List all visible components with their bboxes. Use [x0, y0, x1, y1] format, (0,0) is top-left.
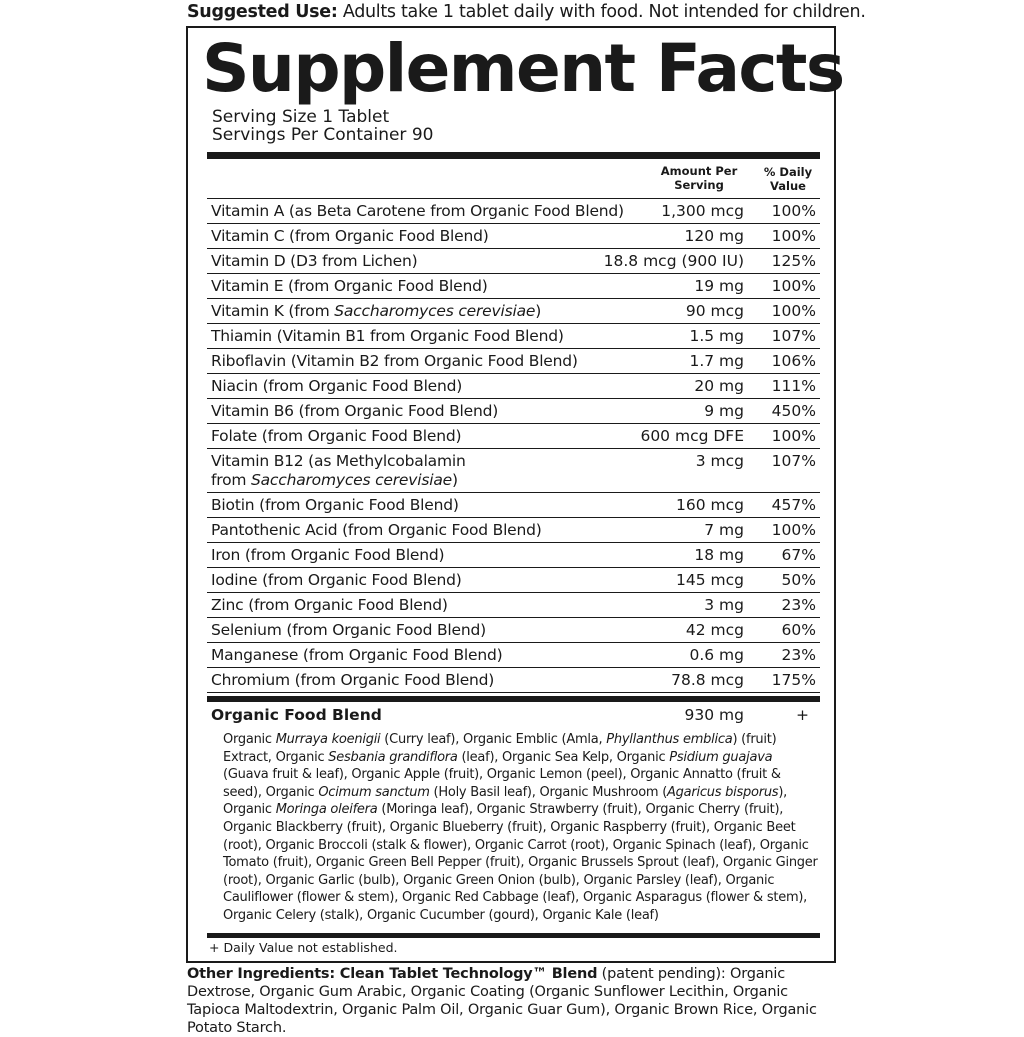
nutrient-amount: 42 mcg: [685, 621, 744, 639]
nutrient-row: [207, 543, 820, 568]
nutrient-name: Chromium (from Organic Food Blend): [211, 671, 495, 689]
blend-divider: [207, 696, 820, 702]
nutrient-row: [207, 668, 820, 693]
nutrient-dv: 23%: [781, 596, 816, 614]
nutrient-name: Folate (from Organic Food Blend): [211, 427, 462, 445]
nutrient-dv: 107%: [771, 452, 816, 470]
nutrient-row: [207, 568, 820, 593]
nutrient-name: Manganese (from Organic Food Blend): [211, 646, 503, 664]
nutrient-row: [207, 274, 820, 299]
dv-note: + Daily Value not established.: [209, 940, 398, 955]
nutrient-name: Vitamin K (from Saccharomyces cerevisiae): [211, 302, 542, 320]
nutrient-row: [207, 199, 820, 224]
supplement-facts-panel: [186, 26, 844, 963]
nutrient-row: [207, 643, 820, 668]
nutrient-row: [207, 449, 820, 493]
nutrient-row: [207, 593, 820, 618]
panel-title: Supplement Facts: [202, 30, 844, 107]
other-ingredients-label: Other Ingredients: Clean Tablet Technology™ Blend: [187, 966, 598, 982]
nutrient-dv: 175%: [771, 671, 816, 689]
column-header: [207, 164, 820, 199]
nutrient-amount: 9 mg: [704, 402, 744, 420]
blend-ingredients: Organic Murraya koenigii (Curry leaf), Organic Emblic (Amla, Phyllanthus emblica) (fruit) Extract, Organic Sesbania grandiflora (leaf), Organic Sea Kelp, Organic Psidium guajava (Guava fruit & leaf), Organic Apple (fruit), Organic Lemon (peel), Organic Annatto (fruit & seed), Organic Ocimum sanctum (Holy Basil leaf), Organic Mushroom (Agaricus bisporus), Organic Moringa oleifera (Moringa leaf), Organic Strawberry (fruit), Organic Cherry (fruit), Organic Blackberry (fruit), Organic Blueberry (fruit), Organic Raspberry (fruit), Organic Beet (root), Organic Broccoli (stalk & flower), Organic Carrot (root), Organic Spinach (leaf), Organic Tomato (fruit), Organic Green Bell Pepper (fruit), Organic Brussels Sprout (leaf), Organic Ginger (root), Organic Garlic (bulb), Organic Green Onion (bulb), Organic Parsley (leaf), Organic Cauliflower (flower & stem), Organic Red Cabbage (leaf), Organic Asparagus (flower & stem), Organic Celery (stalk), Organic Cucumber (gourd), Organic Kale (leaf): [223, 732, 818, 923]
nutrient-row: [207, 518, 820, 543]
nutrient-amount: 90 mcg: [685, 302, 744, 320]
nutrient-name-line2: from Saccharomyces cerevisiae): [211, 471, 458, 489]
nutrient-dv: 100%: [771, 227, 816, 245]
bottom-divider: [207, 933, 820, 938]
nutrient-dv: 100%: [771, 277, 816, 295]
nutrient-amount: 145 mcg: [676, 571, 744, 589]
nutrient-name: Pantothenic Acid (from Organic Food Blend): [211, 521, 542, 539]
nutrient-row: [207, 249, 820, 274]
nutrient-row: [207, 399, 820, 424]
nutrient-row: [207, 299, 820, 324]
nutrient-name: Zinc (from Organic Food Blend): [211, 596, 448, 614]
nutrient-dv: 450%: [771, 402, 816, 420]
col-dv-header: % Daily Value: [763, 165, 813, 193]
nutrient-amount: 160 mcg: [676, 496, 744, 514]
blend-dv: +: [796, 706, 809, 724]
serving-size: Serving Size 1 Tablet: [212, 107, 390, 127]
nutrient-dv: 67%: [781, 546, 816, 564]
blend-name: Organic Food Blend: [211, 706, 382, 724]
nutrient-name-line1: Vitamin B12 (as Methylcobalamin: [211, 452, 466, 470]
nutrient-name: Vitamin B6 (from Organic Food Blend): [211, 402, 499, 420]
nutrient-name: Vitamin D (D3 from Lichen): [211, 252, 418, 270]
col-amount-header: Amount Per Serving: [660, 164, 738, 192]
nutrient-dv: 100%: [771, 202, 816, 220]
suggested-use: [187, 1, 866, 23]
blend-amount: 930 mg: [684, 706, 744, 724]
nutrient-amount: 18 mg: [694, 546, 744, 564]
nutrient-dv: 106%: [771, 352, 816, 370]
nutrient-row: [207, 349, 820, 374]
nutrient-amount: 20 mg: [694, 377, 744, 395]
blend-row: [207, 703, 820, 731]
nutrient-amount: 78.8 mcg: [671, 671, 744, 689]
nutrient-dv: 457%: [771, 496, 816, 514]
nutrient-name: [211, 452, 466, 490]
nutrient-amount: 1.7 mg: [689, 352, 744, 370]
nutrient-amount: 3 mcg: [695, 452, 744, 470]
nutrient-dv: 23%: [781, 646, 816, 664]
nutrient-name: Vitamin E (from Organic Food Blend): [211, 277, 488, 295]
nutrient-amount: 1,300 mcg: [661, 202, 744, 220]
nutrient-dv: 60%: [781, 621, 816, 639]
nutrient-name: Iron (from Organic Food Blend): [211, 546, 445, 564]
nutrient-dv: 111%: [771, 377, 816, 395]
nutrient-dv: 100%: [771, 521, 816, 539]
nutrient-row: [207, 324, 820, 349]
nutrient-amount: 3 mg: [704, 596, 744, 614]
serving-info: [212, 108, 433, 144]
nutrient-row: [207, 374, 820, 399]
nutrient-amount: 600 mcg DFE: [640, 427, 744, 445]
nutrient-name: Selenium (from Organic Food Blend): [211, 621, 486, 639]
nutrient-name: Thiamin (Vitamin B1 from Organic Food Blend): [211, 327, 564, 345]
top-divider: [207, 152, 820, 159]
nutrient-amount: 19 mg: [694, 277, 744, 295]
nutrient-amount: 1.5 mg: [689, 327, 744, 345]
nutrient-dv: 100%: [771, 302, 816, 320]
nutrient-dv: 50%: [781, 571, 816, 589]
nutrient-row: [207, 618, 820, 643]
nutrient-dv: 125%: [771, 252, 816, 270]
nutrient-row: [207, 493, 820, 518]
nutrient-name: Riboflavin (Vitamin B2 from Organic Food Blend): [211, 352, 578, 370]
suggested-use-label: Suggested Use:: [187, 2, 338, 22]
nutrient-amount: 7 mg: [704, 521, 744, 539]
suggested-use-text: Adults take 1 tablet daily with food. Not intended for children.: [337, 2, 866, 22]
other-ingredients: [187, 965, 827, 1037]
other-ingredients-text: (patent pending): Organic Dextrose, Organic Gum Arabic, Organic Coating (Organic Sunflower Lecithin, Organic Tapioca Maltodextrin, Organic Palm Oil, Organic Guar Gum), Organic Brown Rice, Organic Potato Starch.: [187, 966, 817, 1036]
nutrient-row: [207, 224, 820, 249]
nutrient-name: Vitamin C (from Organic Food Blend): [211, 227, 489, 245]
nutrient-name: Biotin (from Organic Food Blend): [211, 496, 459, 514]
nutrient-dv: 100%: [771, 427, 816, 445]
nutrient-amount: 0.6 mg: [689, 646, 744, 664]
nutrient-row: [207, 424, 820, 449]
nutrient-name: Vitamin A (as Beta Carotene from Organic Food Blend): [211, 202, 624, 220]
nutrient-dv: 107%: [771, 327, 816, 345]
nutrient-name: Niacin (from Organic Food Blend): [211, 377, 463, 395]
servings-per-container: Servings Per Container 90: [212, 125, 434, 145]
nutrient-amount: 120 mg: [684, 227, 744, 245]
nutrient-name: Iodine (from Organic Food Blend): [211, 571, 462, 589]
nutrient-amount: 18.8 mcg (900 IU): [603, 252, 744, 270]
